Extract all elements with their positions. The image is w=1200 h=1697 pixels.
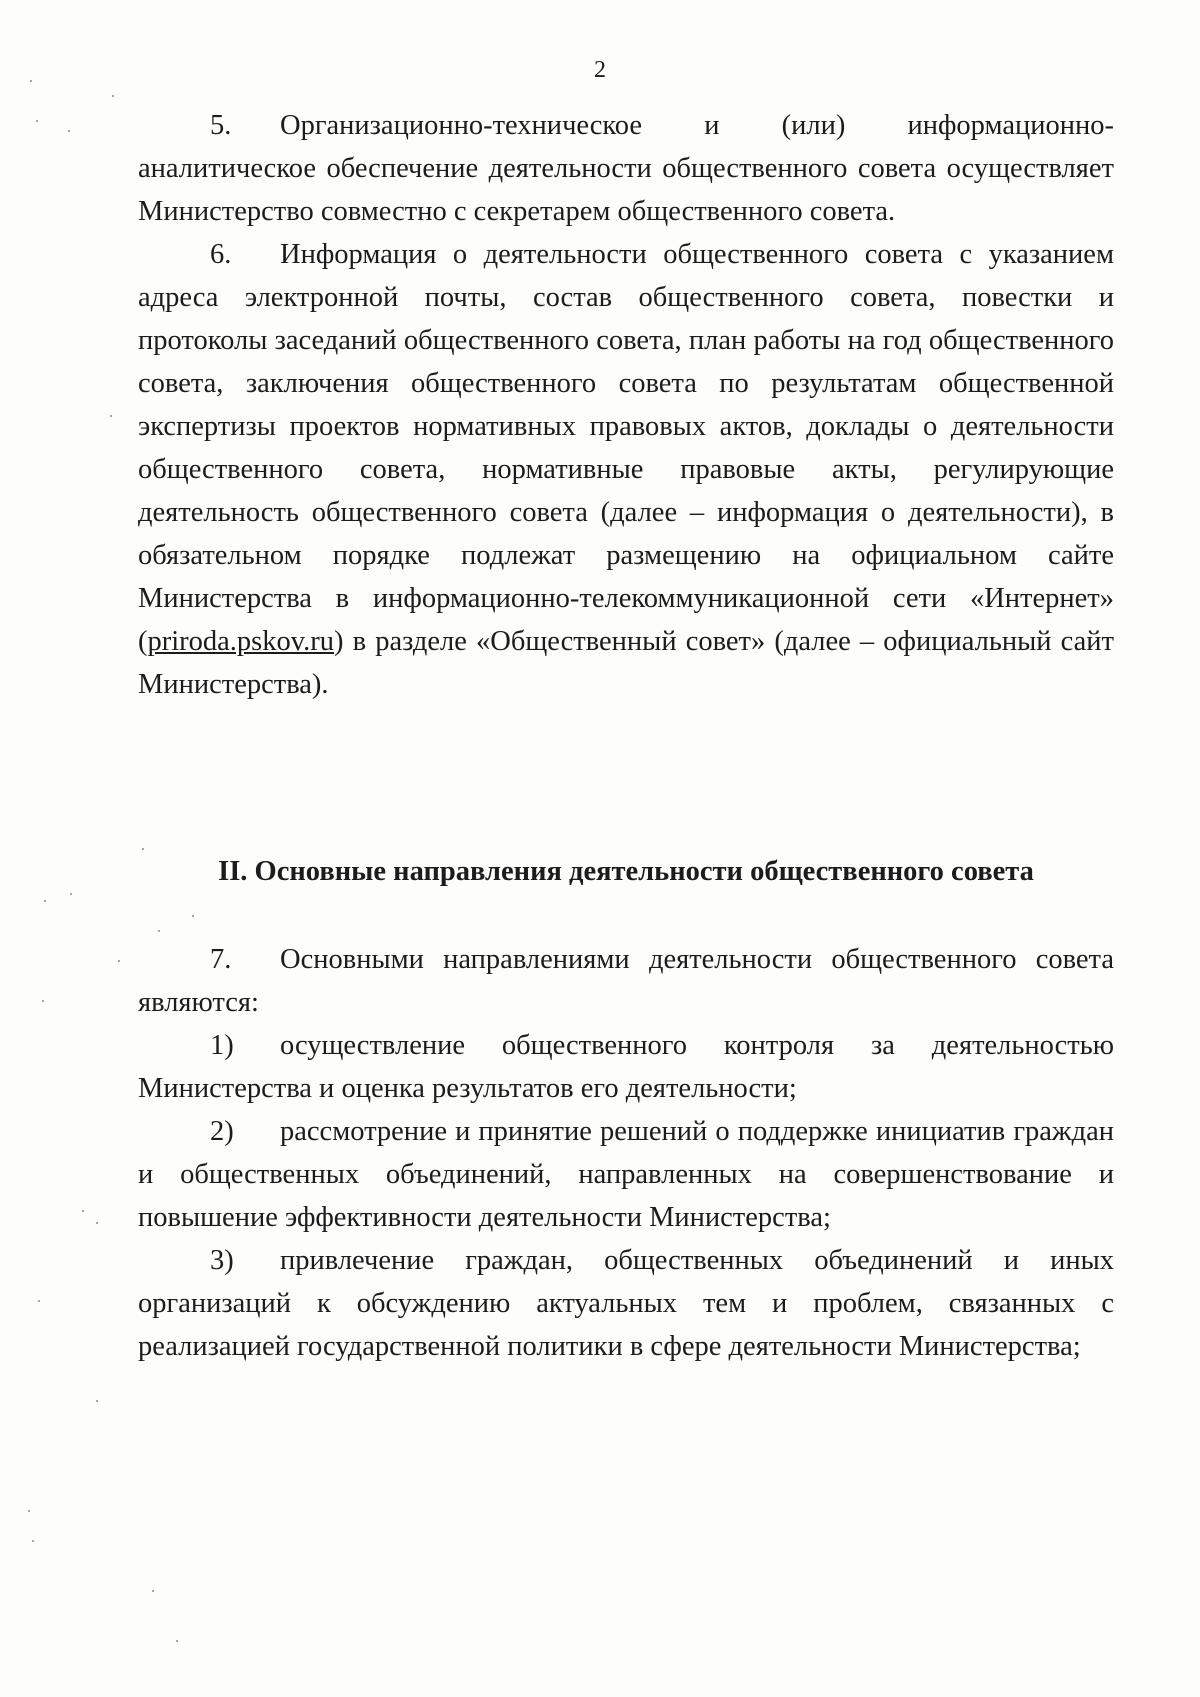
- scan-speck: [96, 1400, 98, 1402]
- scan-speck: [30, 80, 32, 82]
- scan-speck: [176, 1640, 178, 1642]
- list-item-text: осуществление общественного контроля за деятельностью Министерства и оценка результатов его деятельности;: [138, 1030, 1114, 1104]
- paragraph-number: 5.: [210, 110, 232, 141]
- scan-speck: [192, 915, 194, 917]
- scan-speck: [44, 900, 46, 902]
- body-text-bottom: [138, 938, 1114, 1368]
- paragraph-number: 6.: [210, 239, 232, 270]
- section-heading: II. Основные направления деятельности общественного совета: [218, 856, 1034, 887]
- paragraph-text-end: ) в разделе «Общественный совет» (далее – официальный сайт Министерства).: [138, 626, 1114, 700]
- scan-speck: [70, 893, 72, 895]
- list-item-3: [138, 1239, 1114, 1368]
- scan-speck: [158, 930, 160, 932]
- list-item-number: 3): [210, 1245, 234, 1276]
- section-heading-block: [138, 850, 1114, 893]
- list-item-2: [138, 1110, 1114, 1239]
- scan-speck: [36, 120, 38, 122]
- paragraph-6: [138, 233, 1114, 706]
- paragraph-5: [138, 104, 1114, 233]
- scan-speck: [112, 95, 114, 97]
- paragraph-7: [138, 938, 1114, 1024]
- scan-speck: [152, 1590, 154, 1592]
- list-item-number: 2): [210, 1116, 234, 1147]
- paragraph-text: Информация о деятельности общественного совета с указанием адреса электронной почты, состав общественного совета, повестки и протоколы заседаний общественного совета, план работы на год общественного совета, заключения общественного совета по результатам общественной экспертизы проектов нормативных правовых актов, доклады о деятельности общественного совета, нормативные правовые акты, регулирующие деятельность общественного совета (далее – информация о деятельности), в обязательном порядке подлежат размещению на официальном сайте Министерства в информационно-телекоммуникационной сети «Интернет» (: [138, 239, 1114, 657]
- paragraph-text: Организационно-техническое и (или) информационно-аналитическое обеспечение деятельности общественного совета осуществляет Министерство совместно с секретарем общественного совета.: [138, 110, 1114, 227]
- scan-speck: [68, 130, 70, 132]
- page-number: 2: [594, 57, 606, 83]
- scan-speck: [42, 1000, 44, 1002]
- scan-speck: [96, 1222, 98, 1224]
- list-item-text: привлечение граждан, общественных объединений и иных организаций к обсуждению актуальных тем и проблем, связанных с реализацией государственной политики в сфере деятельности Министерства;: [138, 1245, 1114, 1362]
- website-link[interactable]: priroda.pskov.ru: [147, 626, 335, 657]
- scan-speck: [142, 848, 144, 850]
- paragraph-number: 7.: [210, 944, 232, 975]
- paragraph-text: Основными направлениями деятельности общественного совета являются:: [138, 944, 1114, 1018]
- scan-speck: [28, 1510, 30, 1512]
- scan-speck: [38, 1300, 40, 1302]
- list-item-number: 1): [210, 1030, 234, 1061]
- scan-speck: [118, 960, 120, 962]
- scan-speck: [110, 415, 112, 417]
- body-text-top: [138, 104, 1114, 706]
- scan-speck: [82, 1210, 84, 1212]
- scan-speck: [32, 1540, 34, 1542]
- list-item-1: [138, 1024, 1114, 1110]
- list-item-text: рассмотрение и принятие решений о поддержке инициатив граждан и общественных объединений, направленных на совершенствование и повышение эффективности деятельности Министерства;: [138, 1116, 1114, 1233]
